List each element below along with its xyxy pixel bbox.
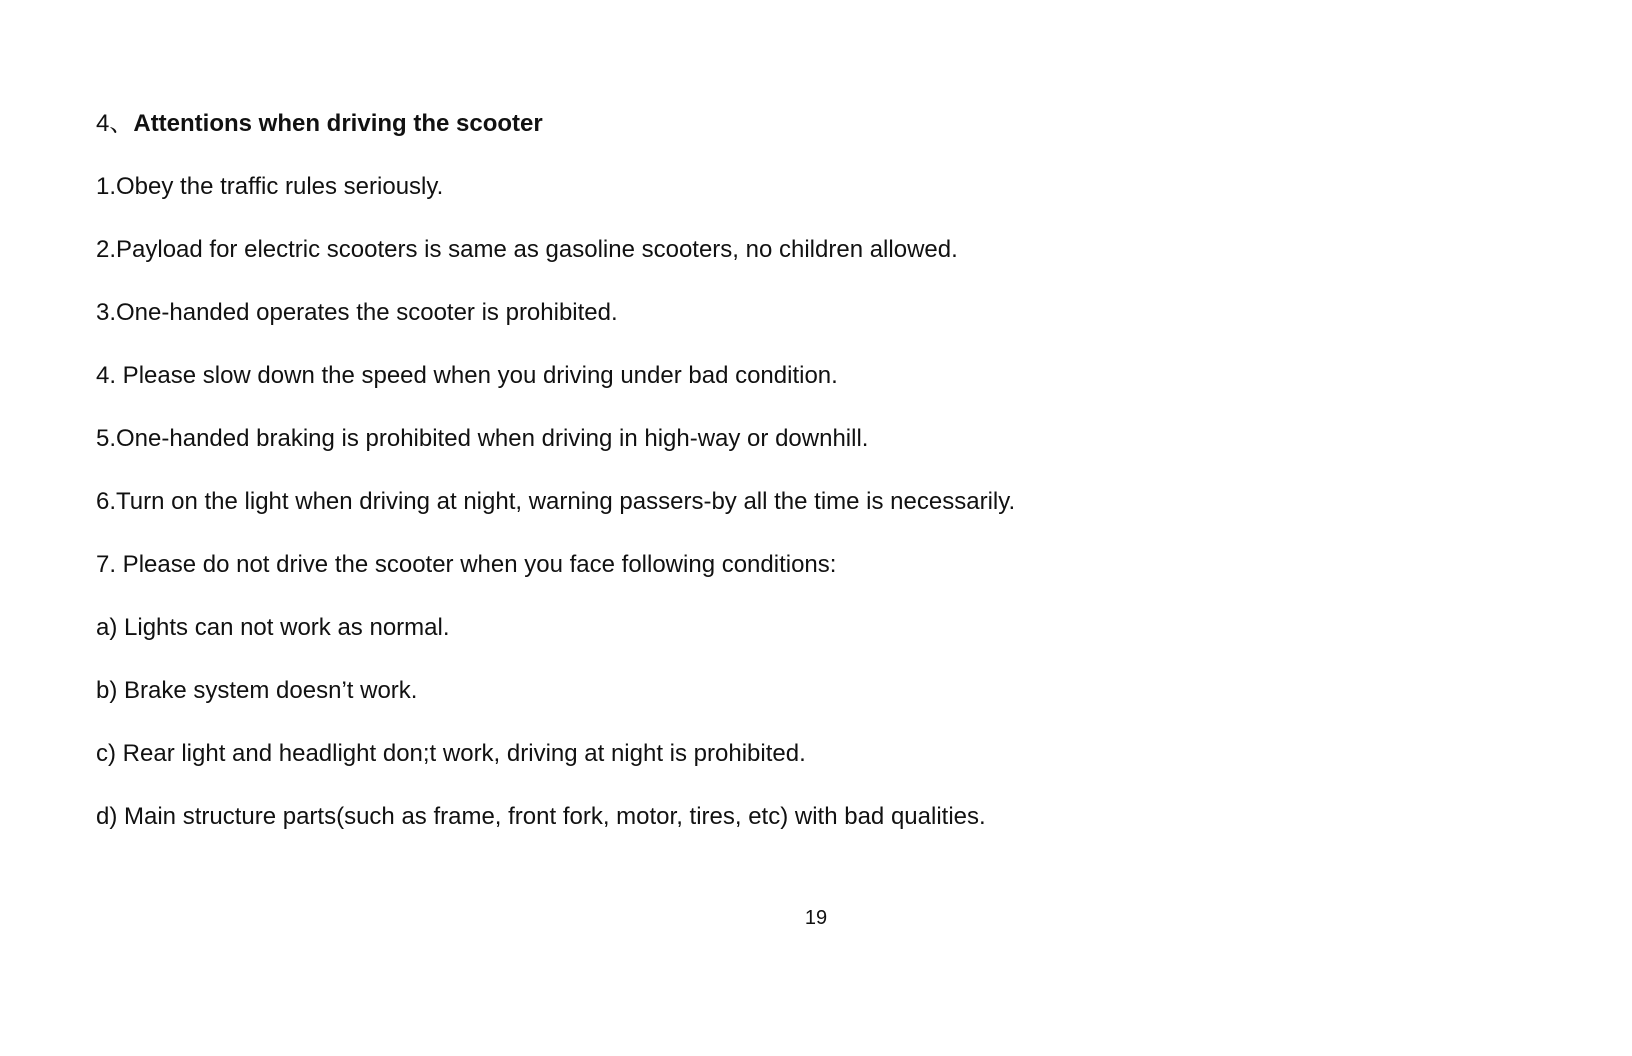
list-item: 6.Turn on the light when driving at night, warning passers-by all the time is necessarily. [96, 488, 1016, 515]
section-number: 4、 [96, 110, 134, 137]
list-item: 3.One-handed operates the scooter is prohibited. [96, 299, 618, 326]
list-item: 7. Please do not drive the scooter when you face following conditions: [96, 551, 837, 578]
list-item: d) Main structure parts(such as frame, front fork, motor, tires, etc) with bad qualities. [96, 803, 986, 830]
list-item: c) Rear light and headlight don;t work, driving at night is prohibited. [96, 740, 806, 767]
list-item: 5.One-handed braking is prohibited when driving in high-way or downhill. [96, 425, 869, 452]
list-item: 1.Obey the traffic rules seriously. [96, 173, 444, 200]
list-item: a) Lights can not work as normal. [96, 614, 450, 641]
list-item: b) Brake system doesn’t work. [96, 677, 418, 704]
page-content [96, 110, 1496, 866]
list-item: 4. Please slow down the speed when you driving under bad condition. [96, 362, 838, 389]
section-title: Attentions when driving the scooter [133, 110, 543, 137]
section-heading [96, 110, 1496, 138]
list-item: 2.Payload for electric scooters is same as gasoline scooters, no children allowed. [96, 236, 958, 263]
page-number: 19 [804, 907, 828, 929]
